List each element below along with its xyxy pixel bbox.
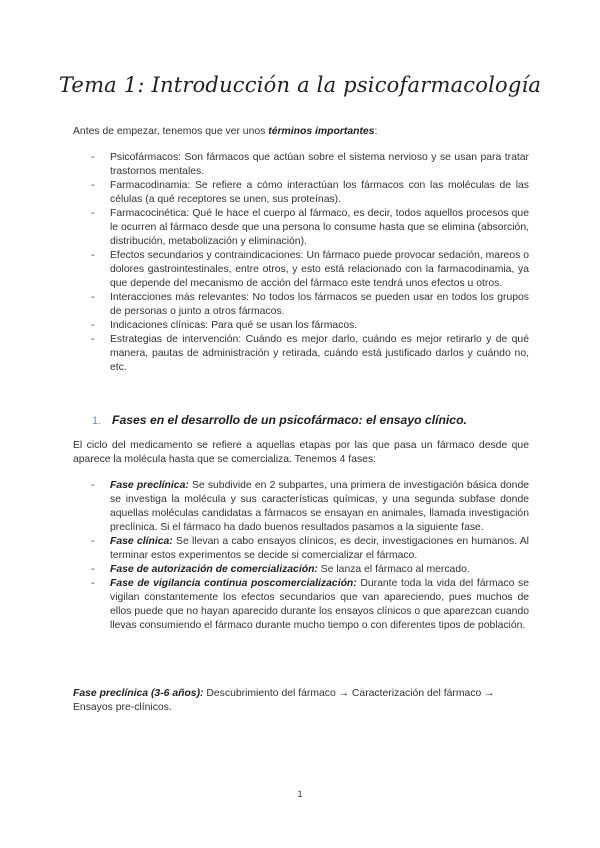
phase-text: Se subdivide en 2 subpartes, una primera de investigación básica donde se investiga la molécula y sus características químicas, y una segunda subfase donde aquellas moléculas candidatas a fármacos se ensayan en animales, llamada investigación preclínica. Si el fármaco ha dado buenos resultados pasamos a la siguiente fase.: [110, 480, 529, 533]
section-heading: [92, 413, 532, 427]
phase-item: [73, 577, 529, 633]
phase-label: Fase preclínica:: [110, 480, 189, 491]
intro-prefix: Antes de empezar, tenemos que ver unos: [73, 126, 269, 137]
page-title: Tema 1: Introducción a la psicofarmacología: [58, 73, 542, 97]
list-item: - Efectos secundarios y contraindicaciones: Un fármaco puede provocar sedación, mareos o dolores gastrointestinales, entre otros, y esto está relacionado con la farmacodinamia, ya que depende del mecanismo de acción del fármaco este tendrá unos efectos u otros.: [73, 249, 529, 291]
preclinical-paragraph: [73, 687, 529, 715]
section-number: 1.: [92, 415, 102, 427]
list-item: - Farmacodinamia: Se refiere a cómo interactúan los fármacos con las moléculas de las células (a qué receptores se unen, sus proteínas).: [73, 179, 529, 207]
section-title: Fases en el desarrollo de un psicofármaco: el ensayo clínico.: [112, 413, 467, 427]
phase-label: Fase de autorización de comercialización:: [110, 564, 318, 575]
phase-item: [73, 535, 529, 563]
preclinical-text: Descubrimiento del fármaco → Caracterización del fármaco → Ensayos pre-clínicos.: [73, 688, 495, 713]
cycle-paragraph: El ciclo del medicamento se refiere a aquellas etapas por las que pasa un fármaco desde que aparece la molécula hasta que se comercializa. Tenemos 4 fases:: [73, 440, 529, 465]
list-item: - Estrategias de intervención: Cuándo es mejor darlo, cuándo es mejor retirarlo y de qué manera, pautas de administración y retirada, cuándo está justificado darlos y cuándo no, etc.: [73, 333, 529, 375]
intro-emphasis: términos importantes: [268, 126, 375, 137]
phase-label: Fase clínica:: [110, 536, 173, 547]
intro-paragraph: [73, 125, 529, 139]
phase-text: Se llevan a cabo ensayos clínicos, es decir, investigaciones en humanos. Al terminar estos experimentos se decide si comercializar el fármaco.: [110, 536, 529, 561]
phase-item: [73, 479, 529, 535]
list-item: - Psicofármacos: Son fármacos que actúan sobre el sistema nervioso y se usan para tratar trastornos mentales.: [73, 151, 529, 179]
list-item: - Farmacocinética: Qué le hace el cuerpo al fármaco, es decir, todos aquellos procesos que le ocurren al fármaco desde que una persona lo consume hasta que se elimina (absorción, distribución, metabolización y eliminación).: [73, 207, 529, 249]
list-item: - Interacciones más relevantes: No todos los fármacos se pueden usar en todos los grupos de personas o junto a otros fármacos.: [73, 291, 529, 319]
preclinical-label: Fase preclínica (3-6 años):: [73, 688, 204, 699]
list-item: - Indicaciones clínicas: Para qué se usan los fármacos.: [73, 319, 529, 333]
terms-list: [73, 151, 529, 375]
phase-label: Fase de vigilancia continua poscomercialización:: [110, 578, 357, 589]
phase-text: Durante toda la vida del fármaco se vigilan constantemente los efectos secundarios que van apareciendo, pues muchos de ellos puede que no hayan aparecido durante los ensayos clínicos o que aparezcan cuando llevas consumiendo el fármaco durante mucho tiempo o con diferentes tipos de población.: [110, 578, 529, 631]
phase-text: Se lanza el fármaco al mercado.: [317, 564, 470, 575]
page-number: 1: [297, 789, 303, 799]
phases-list: [73, 479, 529, 633]
phase-item: [73, 563, 529, 577]
intro-suffix: :: [374, 126, 378, 137]
